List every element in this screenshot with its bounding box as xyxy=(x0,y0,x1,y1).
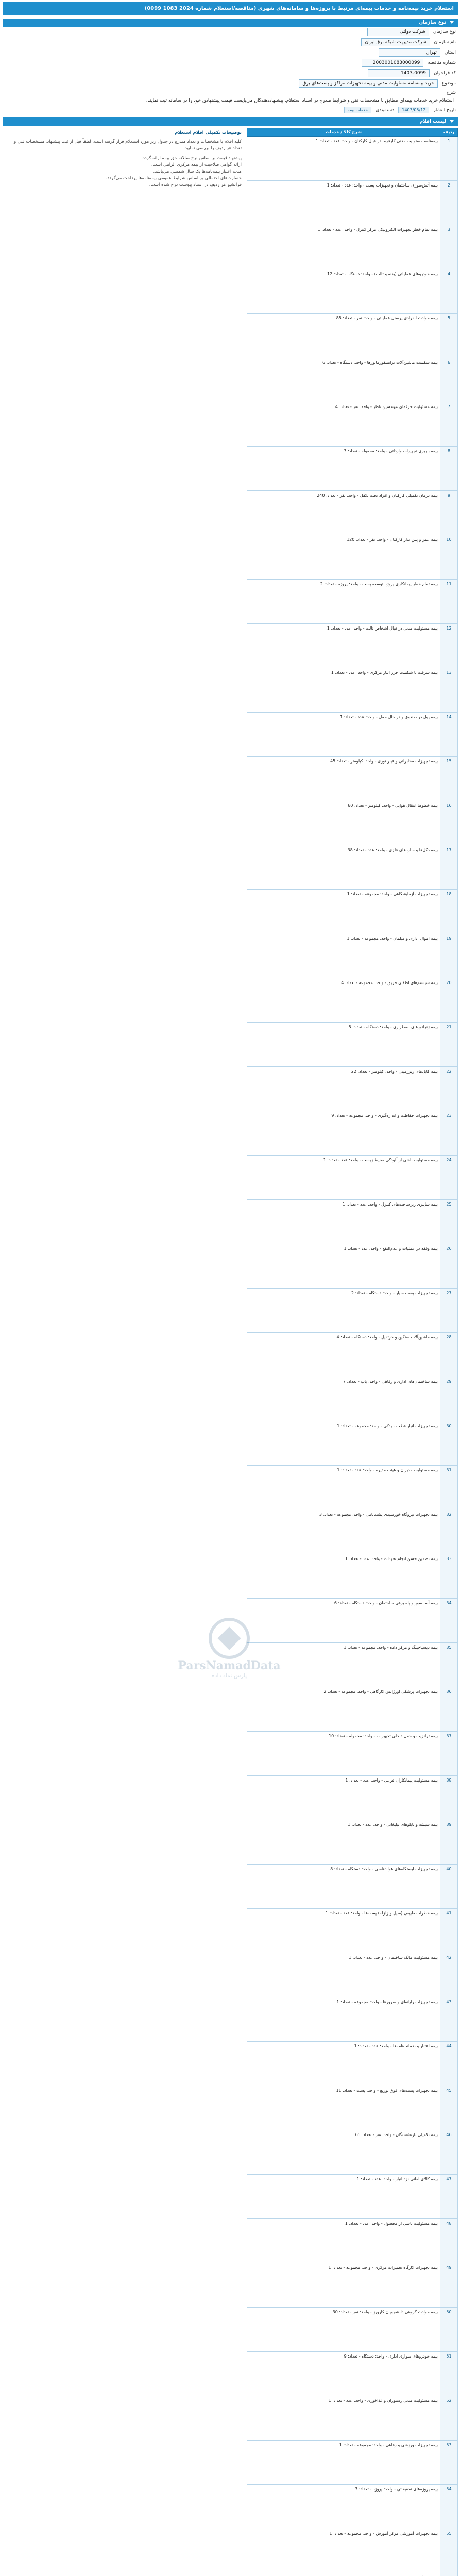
table-row xyxy=(247,447,458,491)
item-description: بیمه کابل‌های زیرزمینی - واحد: کیلومتر - تعداد: 22 xyxy=(247,1067,440,1111)
watermark-subtext: پارس نماد داده xyxy=(211,1672,247,1679)
org-section-header xyxy=(3,19,458,27)
item-description: بیمه پروژه‌های تحقیقاتی - واحد: پروژه - تعداد: 3 xyxy=(247,2485,440,2529)
item-description: بیمه تجهیزات پزشکی اورژانس کارگاهی - واحد: مجموعه - تعداد: 2 xyxy=(247,1687,440,1732)
publish-label: تاریخ انتشار xyxy=(433,107,456,113)
items-header-row xyxy=(247,128,458,137)
table-row xyxy=(247,2485,458,2529)
item-description: بیمه‌نامه مسئولیت مدنی کارفرما در قبال کارکنان - واحد: عدد - تعداد: 1 xyxy=(247,137,440,181)
tender-topic-label: موضوع xyxy=(441,81,456,86)
org-type-field-label: نوع سازمان xyxy=(433,29,456,35)
item-number: 51 xyxy=(440,2352,458,2396)
side-note-2: مدت اعتبار بیمه‌نامه‌ها یک سال شمسی می‌باشد. xyxy=(153,169,242,174)
table-row xyxy=(247,137,458,181)
table-row xyxy=(247,1333,458,1377)
items-side-panel xyxy=(7,128,244,2576)
table-row xyxy=(247,1156,458,1200)
item-number: 12 xyxy=(440,624,458,668)
item-number: 55 xyxy=(440,2529,458,2573)
item-number xyxy=(440,2573,458,2576)
item-number: 7 xyxy=(440,402,458,447)
item-number: 5 xyxy=(440,314,458,358)
item-description: بیمه وقفه در عملیات و عدم‌النفع - واحد: عدد - تعداد: 1 xyxy=(247,1244,440,1289)
tender-description: استعلام خرید خدمات بیمه‌ای مطابق با مشخصات فنی و شرایط مندرج در اسناد استعلام. پیشنهاددهندگان می‌بایست قیمت پیشنهادی خود را در سامانه ثبت نمایند. xyxy=(146,98,454,104)
watermark-text: ParsNamadData xyxy=(178,1659,281,1672)
item-number: 39 xyxy=(440,1820,458,1865)
item-description: بیمه سرقت با شکست حرز انبار مرکزی - واحد: عدد - تعداد: 1 xyxy=(247,668,440,713)
item-number: 23 xyxy=(440,1111,458,1156)
item-description: بیمه تجهیزات رایانه‌ای و سرورها - واحد: مجموعه - تعداد: 1 xyxy=(247,1997,440,2042)
item-description: بیمه تضمین حسن انجام تعهدات - واحد: عدد - تعداد: 1 xyxy=(247,1554,440,1599)
item-description: بیمه تجهیزات آزمایشگاهی - واحد: مجموعه - تعداد: 1 xyxy=(247,890,440,934)
item-number: 3 xyxy=(440,225,458,269)
item-description: بیمه خطوط انتقال هوایی - واحد: کیلومتر - تعداد: 60 xyxy=(247,801,440,845)
tender-desc-label: شرح xyxy=(446,90,456,95)
item-description: بیمه تجهیزات کارگاه تعمیرات مرکزی - واحد: مجموعه - تعداد: 1 xyxy=(247,2263,440,2308)
item-number: 52 xyxy=(440,2396,458,2441)
table-row xyxy=(247,2263,458,2308)
item-description: بیمه مسئولیت مدنی در قبال اشخاص ثالث - واحد: عدد - تعداد: 1 xyxy=(247,624,440,668)
item-description: بیمه باربری تجهیزات وارداتی - واحد: محموله - تعداد: 3 xyxy=(247,447,440,491)
table-row xyxy=(247,2042,458,2086)
item-description: بیمه تمام خطر تجهیزات الکترونیکی مرکز کنترل - واحد: عدد - تعداد: 1 xyxy=(247,225,440,269)
table-row xyxy=(247,402,458,447)
items-heading: لیست اقلام xyxy=(419,119,446,124)
item-description: بیمه تجهیزات نیروگاه خورشیدی پشت‌بامی - واحد: مجموعه - تعداد: 3 xyxy=(247,1510,440,1554)
table-row xyxy=(247,2219,458,2263)
table-row xyxy=(247,1865,458,1909)
table-row xyxy=(247,2352,458,2396)
org-type-value: شرکت دولتی xyxy=(367,28,429,36)
item-description: بیمه تجهیزات پست‌های فوق توزیع - واحد: پست - تعداد: 11 xyxy=(247,2086,440,2130)
items-section-header xyxy=(3,117,458,126)
item-number: 22 xyxy=(440,1067,458,1111)
item-description: بیمه ماشین‌آلات سنگین و جرثقیل - واحد: دستگاه - تعداد: 4 xyxy=(247,1333,440,1377)
org-type-row xyxy=(3,27,458,37)
item-number: 41 xyxy=(440,1909,458,1953)
table-row xyxy=(247,2529,458,2573)
item-number: 50 xyxy=(440,2308,458,2352)
item-description: بیمه تجهیزات آموزشی مرکز آموزش - واحد: مجموعه - تعداد: 1 xyxy=(247,2529,440,2573)
item-number: 42 xyxy=(440,1953,458,1997)
item-number: 2 xyxy=(440,181,458,225)
item-description: بیمه مسئولیت حرفه‌ای مهندسین ناظر - واحد: نفر - تعداد: 14 xyxy=(247,402,440,447)
table-row xyxy=(247,2086,458,2130)
publish-date: 1403/05/12 xyxy=(398,107,429,113)
table-row xyxy=(247,1466,458,1510)
table-row xyxy=(247,1244,458,1289)
tender-topic-value: خرید بیمه‌نامه مسئولیت مدنی و بیمه تجهیزات مراکز و پست‌های برق xyxy=(299,79,438,88)
org-type-label: نوع سازمان xyxy=(419,20,446,25)
publish-row xyxy=(3,106,458,114)
category-label: دسته‌بندی xyxy=(375,107,395,113)
item-description: بیمه آتش‌سوزی ساختمان و تجهیزات پست - واحد: عدد - تعداد: 1 xyxy=(247,181,440,225)
table-row xyxy=(247,1997,458,2042)
item-description: بیمه ترانزیت و حمل داخلی تجهیزات - واحد: محموله - تعداد: 10 xyxy=(247,1732,440,1776)
item-number: 34 xyxy=(440,1599,458,1643)
item-number: 30 xyxy=(440,1421,458,1466)
item-description: بیمه حوادث انفرادی پرسنل عملیاتی - واحد: نفر - تعداد: 85 xyxy=(247,314,440,358)
item-description: بیمه خودروهای سواری اداری - واحد: دستگاه - تعداد: 9 xyxy=(247,2352,440,2396)
item-number: 49 xyxy=(440,2263,458,2308)
item-description: بیمه تمام خطر پیمانکاری پروژه توسعه پست - واحد: پروژه - تعداد: 2 xyxy=(247,580,440,624)
item-number: 13 xyxy=(440,668,458,713)
table-row xyxy=(247,934,458,978)
item-description: بیمه مسئولیت پیمانکاران فرعی - واحد: عدد - تعداد: 1 xyxy=(247,1776,440,1820)
item-number: 31 xyxy=(440,1466,458,1510)
table-row xyxy=(247,2441,458,2485)
table-row xyxy=(247,757,458,801)
item-number: 10 xyxy=(440,535,458,580)
side-text: کلیه اقلام با مشخصات و تعداد مندرج در جدول زیر مورد استعلام قرار گرفته است. لطفاً قبل از ثبت پیشنهاد، مشخصات فنی و تعداد هر ردیف را بررسی نمایید. xyxy=(14,139,242,151)
table-row xyxy=(247,181,458,225)
item-number: 44 xyxy=(440,2042,458,2086)
item-description: بیمه دکل‌ها و سازه‌های فلزی - واحد: عدد - تعداد: 38 xyxy=(247,845,440,890)
table-row xyxy=(247,1687,458,1732)
org-name-value: شرکت مدیریت شبکه برق ایران xyxy=(361,38,430,46)
table-row xyxy=(247,2573,458,2576)
item-number: 25 xyxy=(440,1200,458,1244)
table-row xyxy=(247,1820,458,1865)
items-wrap xyxy=(3,128,458,2576)
item-number: 24 xyxy=(440,1156,458,1200)
table-row xyxy=(247,1289,458,1333)
table-row xyxy=(247,225,458,269)
table-row xyxy=(247,801,458,845)
chevron-down-icon xyxy=(450,21,454,24)
table-row xyxy=(247,1643,458,1687)
item-number: 28 xyxy=(440,1333,458,1377)
item-number: 35 xyxy=(440,1643,458,1687)
chevron-down-icon xyxy=(450,120,454,123)
items-table xyxy=(247,128,458,2576)
item-number: 17 xyxy=(440,845,458,890)
item-description: بیمه حوادث گروهی دانشجویان کارورز - واحد: نفر - تعداد: 30 xyxy=(247,2308,440,2352)
item-number: 21 xyxy=(440,1023,458,1067)
table-row xyxy=(247,358,458,402)
item-description: بیمه مسئولیت ناشی از آلودگی محیط زیست - واحد: عدد - تعداد: 1 xyxy=(247,1156,440,1200)
item-number: 32 xyxy=(440,1510,458,1554)
item-number: 14 xyxy=(440,713,458,757)
side-note-1: ارائه گواهی صلاحیت از بیمه مرکزی الزامی است. xyxy=(151,162,242,167)
item-number: 48 xyxy=(440,2219,458,2263)
item-description: بیمه ساختمان‌های اداری و رفاهی - واحد: باب - تعداد: 7 xyxy=(247,1377,440,1421)
table-row xyxy=(247,1023,458,1067)
table-row xyxy=(247,1599,458,1643)
item-number: 4 xyxy=(440,269,458,314)
item-number: 20 xyxy=(440,978,458,1023)
item-number: 54 xyxy=(440,2485,458,2529)
tender-code-row xyxy=(3,68,458,78)
item-number: 38 xyxy=(440,1776,458,1820)
table-row xyxy=(247,713,458,757)
org-name-row xyxy=(3,37,458,47)
table-row xyxy=(247,580,458,624)
item-number: 27 xyxy=(440,1289,458,1333)
tender-code-value: 1403-0099 xyxy=(368,69,430,77)
col-num-header: ردیف xyxy=(440,128,458,137)
side-note-0: پیشنهاد قیمت بر اساس نرخ سالانه حق بیمه ارائه گردد. xyxy=(141,156,242,161)
side-title: توضیحات تکمیلی اقلام استعلام xyxy=(175,130,242,135)
table-row xyxy=(247,269,458,314)
item-description: بیمه شیشه و تابلوهای تبلیغاتی - واحد: عدد - تعداد: 1 xyxy=(247,1820,440,1865)
item-number: 19 xyxy=(440,934,458,978)
item-description: بیمه تجهیزات انبار قطعات یدکی - واحد: مجموعه - تعداد: 1 xyxy=(247,1421,440,1466)
province-row xyxy=(3,47,458,58)
table-row xyxy=(247,1776,458,1820)
item-number: 8 xyxy=(440,447,458,491)
table-row xyxy=(247,1377,458,1421)
table-row xyxy=(247,314,458,358)
table-row xyxy=(247,1421,458,1466)
side-note-4: فرانشیز هر ردیف در اسناد پیوست درج شده است. xyxy=(149,182,242,188)
table-row xyxy=(247,845,458,890)
item-number: 33 xyxy=(440,1554,458,1599)
item-description: بیمه تجهیزات حفاظت و اندازه‌گیری - واحد: مجموعه - تعداد: 9 xyxy=(247,1111,440,1156)
item-description: بیمه کالای امانی نزد انبار - واحد: عدد - تعداد: 1 xyxy=(247,2175,440,2219)
item-description: بیمه خودروهای عملیاتی (بدنه و ثالث) - واحد: دستگاه - تعداد: 12 xyxy=(247,269,440,314)
item-number: 29 xyxy=(440,1377,458,1421)
item-number: 47 xyxy=(440,2175,458,2219)
table-row xyxy=(247,1200,458,1244)
item-description: بیمه سایبری زیرساخت‌های کنترل - واحد: عدد - تعداد: 1 xyxy=(247,1200,440,1244)
item-description: بیمه دیسپاچینگ و مرکز داده - واحد: مجموعه - تعداد: 1 xyxy=(247,1643,440,1687)
table-row xyxy=(247,2175,458,2219)
table-row xyxy=(247,2130,458,2175)
item-description: بیمه سیستم‌های اطفای حریق - واحد: مجموعه - تعداد: 4 xyxy=(247,978,440,1023)
item-description: بیمه مسئولیت مدیران و هیئت مدیره - واحد: عدد - تعداد: 1 xyxy=(247,1466,440,1510)
table-row xyxy=(247,535,458,580)
table-row xyxy=(247,2396,458,2441)
item-number: 16 xyxy=(440,801,458,845)
table-row xyxy=(247,1111,458,1156)
table-row xyxy=(247,1732,458,1776)
item-description xyxy=(247,2573,440,2576)
item-description: بیمه تجهیزات پست سیار - واحد: دستگاه - تعداد: 2 xyxy=(247,1289,440,1333)
item-description: بیمه اموال اداری و مبلمان - واحد: مجموعه - تعداد: 1 xyxy=(247,934,440,978)
item-description: بیمه مسئولیت مالک ساختمان - واحد: عدد - تعداد: 1 xyxy=(247,1953,440,1997)
tender-number-row xyxy=(3,58,458,68)
item-number: 18 xyxy=(440,890,458,934)
item-description: بیمه مسئولیت مدنی رستوران و غذاخوری - واحد: عدد - تعداد: 1 xyxy=(247,2396,440,2441)
tender-topic-row xyxy=(3,78,458,89)
item-number: 43 xyxy=(440,1997,458,2042)
item-number: 15 xyxy=(440,757,458,801)
item-description: بیمه تجهیزات مخابراتی و فیبر نوری - واحد: کیلومتر - تعداد: 45 xyxy=(247,757,440,801)
item-number: 46 xyxy=(440,2130,458,2175)
item-number: 26 xyxy=(440,1244,458,1289)
item-number: 40 xyxy=(440,1865,458,1909)
table-row xyxy=(247,2308,458,2352)
item-description: بیمه تجهیزات ایستگاه‌های هواشناسی - واحد: دستگاه - تعداد: 8 xyxy=(247,1865,440,1909)
item-description: بیمه پول در صندوق و در حال حمل - واحد: عدد - تعداد: 1 xyxy=(247,713,440,757)
item-number: 6 xyxy=(440,358,458,402)
page-title: استعلام خرید بیمه‌نامه و خدمات بیمه‌ای مرتبط با پروژه‌ها و سامانه‌های شهری (مناقصه/استعلام شماره 2024 1083 0099) xyxy=(3,2,458,15)
table-row xyxy=(247,978,458,1023)
tender-number-value: 2003001083000099 xyxy=(362,59,423,67)
side-note-3: خسارت‌های احتمالی بر اساس شرایط عمومی بیمه‌نامه‌ها پرداخت می‌گردد. xyxy=(106,176,242,181)
table-row xyxy=(247,1510,458,1554)
item-number: 53 xyxy=(440,2441,458,2485)
table-row xyxy=(247,1953,458,1997)
item-description: بیمه آسانسور و پله برقی ساختمان - واحد: دستگاه - تعداد: 6 xyxy=(247,1599,440,1643)
province-value: تهران xyxy=(379,48,440,57)
item-description: بیمه اعتبار و ضمانت‌نامه‌ها - واحد: عدد - تعداد: 1 xyxy=(247,2042,440,2086)
item-number: 9 xyxy=(440,491,458,535)
table-row xyxy=(247,624,458,668)
item-description: بیمه تکمیلی بازنشستگان - واحد: نفر - تعداد: 65 xyxy=(247,2130,440,2175)
item-number: 11 xyxy=(440,580,458,624)
item-description: بیمه ژنراتورهای اضطراری - واحد: دستگاه - تعداد: 5 xyxy=(247,1023,440,1067)
table-row xyxy=(247,668,458,713)
item-number: 37 xyxy=(440,1732,458,1776)
item-description: بیمه درمان تکمیلی کارکنان و افراد تحت تکفل - واحد: نفر - تعداد: 240 xyxy=(247,491,440,535)
org-name-label: نام سازمان xyxy=(434,40,456,45)
tender-code-label: کد فراخوان xyxy=(434,71,456,76)
table-row xyxy=(247,1554,458,1599)
item-description: بیمه خطرات طبیعی (سیل و زلزله) پست‌ها - واحد: عدد - تعداد: 1 xyxy=(247,1909,440,1953)
item-number: 45 xyxy=(440,2086,458,2130)
table-row xyxy=(247,1909,458,1953)
items-body xyxy=(247,137,458,2576)
tender-number-label: شماره مناقصه xyxy=(428,60,456,65)
item-description: بیمه شکست ماشین‌آلات ترانسفورماتورها - واحد: دستگاه - تعداد: 6 xyxy=(247,358,440,402)
table-row xyxy=(247,890,458,934)
item-description: بیمه تجهیزات ورزشی و رفاهی - واحد: مجموعه - تعداد: 1 xyxy=(247,2441,440,2485)
item-description: بیمه عمر و پس‌انداز کارکنان - واحد: نفر - تعداد: 120 xyxy=(247,535,440,580)
item-number: 1 xyxy=(440,137,458,181)
province-label: استان xyxy=(444,50,456,55)
col-desc-header: شرح کالا / خدمات xyxy=(247,128,440,137)
category-value: خدمات بیمه xyxy=(344,107,372,113)
tender-desc-label-row xyxy=(3,89,458,97)
item-number: 36 xyxy=(440,1687,458,1732)
table-row xyxy=(247,491,458,535)
table-row xyxy=(247,1067,458,1111)
item-description: بیمه مسئولیت ناشی از محصول - واحد: عدد - تعداد: 1 xyxy=(247,2219,440,2263)
